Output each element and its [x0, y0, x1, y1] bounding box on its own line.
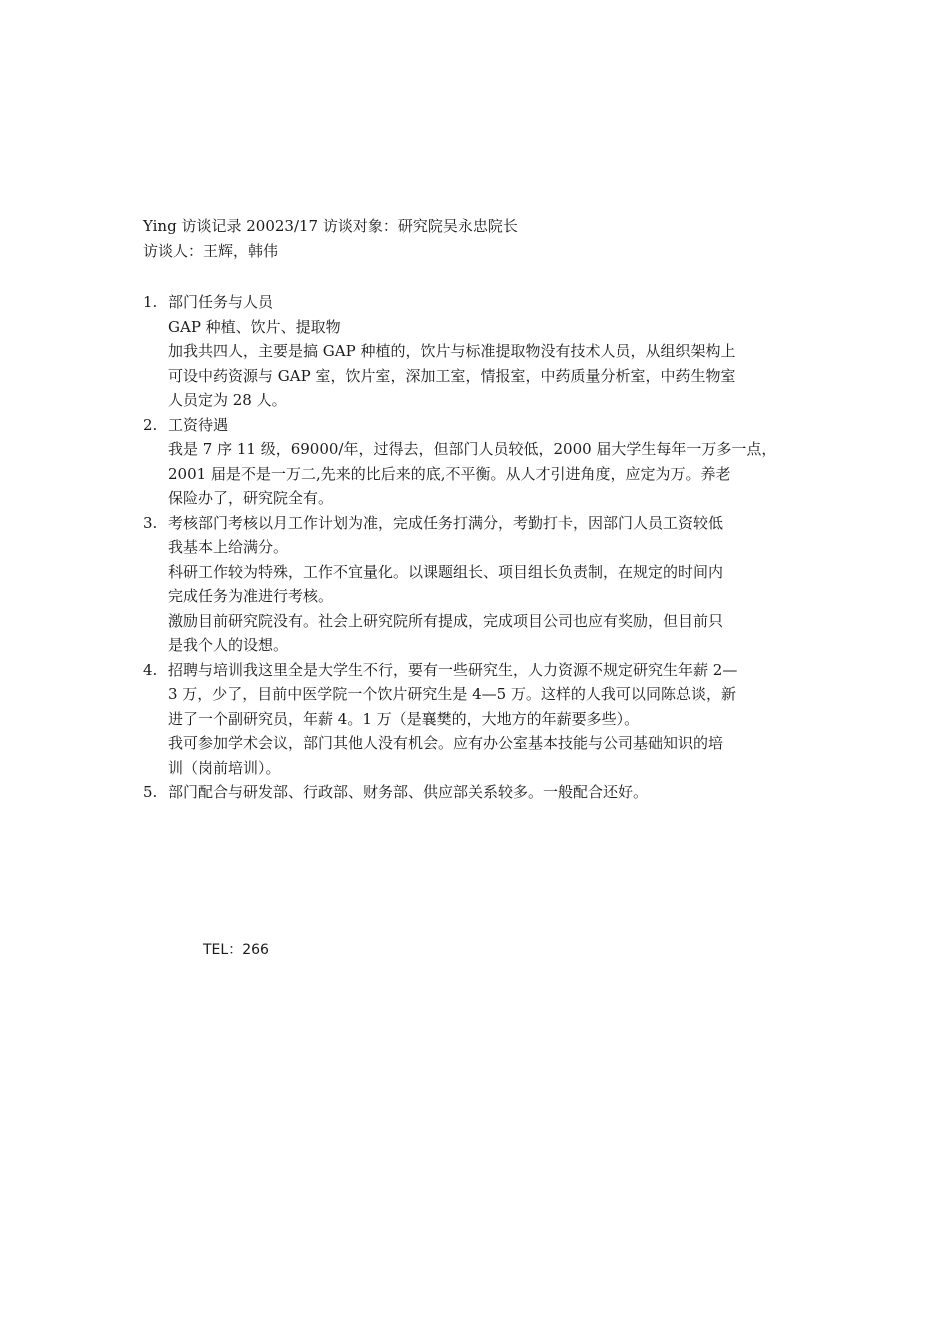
list-item-text-line: 我可参加学术会议，部门其他人没有机会。应有办公室基本技能与公司基础知识的培	[168, 734, 724, 752]
list-item-text-line: 进了一个副研究员，年薪 4。1 万（是襄樊的，大地方的年薪要多些）。	[168, 709, 640, 728]
list-item-number: 1.	[143, 293, 158, 311]
list-item-text-line: 我基本上给满分。	[168, 538, 289, 556]
list-item	[143, 780, 833, 805]
list-item-number: 2.	[143, 415, 158, 434]
list-item-text-line: 部门配合与研发部、行政部、财务部、供应部关系较多。一般配合还好。	[168, 783, 649, 801]
list-item-text-line: 部门任务与人员	[168, 293, 274, 311]
list-item-text-line: 2001 届是不是一万二,先来的比后来的底,不平衡。从人才引进角度，应定为万。养老	[168, 464, 731, 483]
list-item	[143, 658, 833, 781]
list-item-text-line: 激励目前研究院没有。社会上研究院所有提成，完成项目公司也应有奖励，但目前只	[168, 611, 724, 630]
list-item-text-line: 可设中药资源与 GAP 室，饮片室，深加工室，情报室，中药质量分析室，中药生物室	[168, 366, 736, 385]
list-item-text-line: 我是 7 序 11 级，69000/年，过得去，但部门人员较低，2000 届大学生每年一万多一点，	[168, 440, 777, 458]
list-item-text-line: 保险办了，研究院全有。	[168, 489, 334, 507]
list-item-number: 4.	[143, 660, 158, 679]
document-header	[143, 214, 823, 264]
tel-number: TEL：266	[203, 942, 269, 958]
list-item-text-line: 科研工作较为特殊，工作不宜量化。以课题组长、项目组长负责制，在规定的时间内	[168, 562, 724, 581]
list-item	[143, 290, 833, 413]
header-title-line: Ying 访谈记录 20023/17 访谈对象：研究院吴永忠院长	[143, 217, 518, 235]
list-item-text-line: 是我个人的设想。	[168, 636, 289, 654]
list-item-text-line: 人员定为 28 人。	[168, 391, 287, 409]
list-item-text-line: 3 万，少了，目前中医学院一个饮片研究生是 4—5 万。这样的人我可以同陈总谈，新	[168, 685, 736, 703]
list-item-text-line: 训（岗前培训）。	[168, 758, 281, 777]
interview-item-list	[143, 290, 833, 805]
list-item-number: 5.	[143, 783, 158, 801]
list-item-text-line: 工资待遇	[168, 415, 229, 434]
list-item	[143, 413, 833, 511]
list-item-text-line: 加我共四人，主要是搞 GAP 种植的，饮片与标准提取物没有技术人员，从组织架构上	[168, 342, 736, 360]
list-item-text-line: GAP 种植、饮片、提取物	[168, 317, 341, 336]
list-item-text-line: 完成任务为准进行考核。	[168, 587, 334, 605]
list-item-number: 3.	[143, 513, 158, 532]
list-item	[143, 511, 833, 658]
header-interviewers-line: 访谈人：王辉，韩伟	[143, 242, 279, 260]
list-item-text-line: 招聘与培训我这里全是大学生不行，要有一些研究生，人力资源不规定研究生年薪 2—	[168, 660, 738, 679]
list-item-text-line: 考核部门考核以月工作计划为准，完成任务打满分，考勤打卡，因部门人员工资较低	[168, 513, 724, 532]
